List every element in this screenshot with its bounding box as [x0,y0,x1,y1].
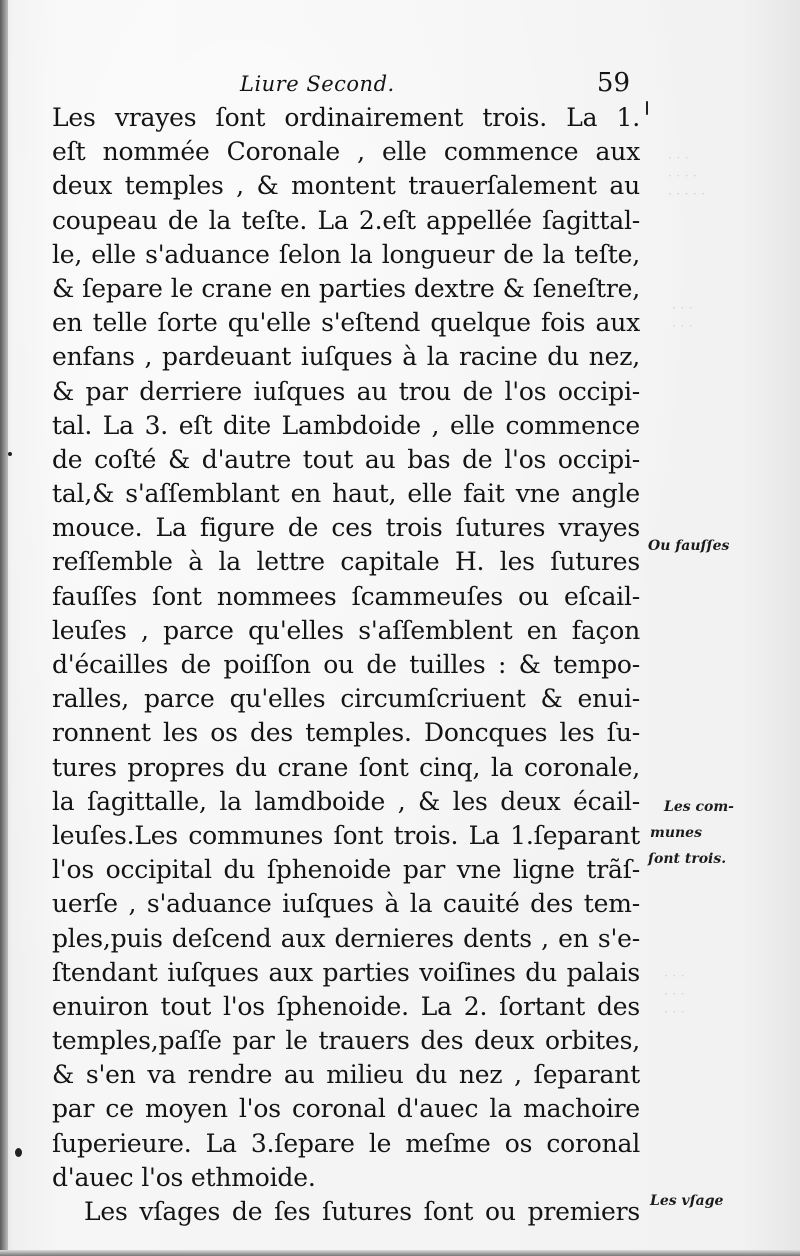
running-title: Liure Second. [240,72,395,96]
text-line: tures propres du crane ſont cinq, la coronale, [52,752,640,782]
text-line: la ſagittalle, la lamdboide , & les deux écail- [52,786,640,816]
text-line: & s'en va rendre au milieu du nez , ſeparant [52,1060,640,1090]
margin-note-fausses: Ou fauſſes [648,538,730,554]
page-number: 59 [596,68,630,98]
text-line: ronnent les os des temples. Doncques les ſu- [52,718,640,748]
text-line: enuiron tout l'os ſphenoide. La 2. ſortant des [52,991,640,1021]
text-line: ſtendant iuſques aux parties voiſines du palais [52,957,640,987]
page-header [240,68,630,102]
text-line: l'os occipital du ſphenoide par vne ligne trãſ- [52,855,640,885]
text-line: fauſſes ſont nommees ſcammeuſes ou eſcail- [52,581,640,611]
margin-note-communes-2: munes [650,825,702,841]
text-line: & par derriere iuſques au trou de l'os occipi- [52,376,640,406]
text-line: leuſes , parce qu'elles s'aſſemblent en façon [52,615,640,645]
margin-note-communes-1: Les com- [664,799,734,815]
text-line: d'auec l'os ethmoide. [52,1162,316,1192]
text-line: coupeau de la teſte. La 2.eſt appellée ſagittal- [52,205,640,235]
text-line: tal. La 3. eſt dite Lambdoide , elle commence [52,410,640,440]
text-line: mouce. La figure de ces trois ſutures vrayes [52,513,640,543]
page-bottom-edge [0,1250,800,1256]
text-line: ralles, parce qu'elles circumſcriuent & enui- [52,684,640,714]
text-line: ples,puis deſcend aux dernieres dents , en s'e- [52,923,640,953]
text-line: Les vrayes ſont ordinairement trois. La 1. [52,103,640,132]
text-line: le, elle s'aduance ſelon la longueur de la teſte, [52,239,640,269]
ink-speck [15,1148,22,1157]
text-line: Les vſages de ſes ſutures ſont ou premiers [84,1197,640,1226]
margin-note-communes-3: ſont trois. [648,851,727,867]
text-line: leuſes.Les communes ſont trois. La 1.ſeparant [52,820,640,850]
text-line: temples,paſſe par le trauers des deux orbites, [52,1026,640,1056]
text-line: deux temples , & montent trauerſalement au [52,171,640,201]
show-through-mark: · · · · · · · · · [664,969,685,1020]
text-line: ſuperieure. La 3.ſepare le meſme os coronal [52,1128,640,1158]
text-line: d'écailles de poiſſon ou de tuilles : & tempo- [52,650,640,679]
show-through-mark: · · · · · · · · · · · · [668,151,706,202]
text-line: tal,& s'aſſemblant en haut, elle fait vne angle [52,479,640,509]
ink-speck [646,101,648,115]
margin-note-vsage: Les vſage [650,1193,724,1209]
text-line: de coſté & d'autre tout au bas de l'os occipi- [52,444,640,474]
text-line: en telle ſorte qu'elle s'eſtend quelque fois aux [52,308,640,338]
text-line: enfans , pardeuant iuſques à la racine du nez, [52,342,640,372]
text-line: par ce moyen l'os coronal d'auec la machoire [52,1094,640,1124]
text-line: & ſepare le crane en parties dextre & ſeneſtre, [52,273,640,303]
text-line: eſt nommée Coronale , elle commence aux [52,137,640,167]
show-through-mark: · · · · · · [672,301,693,334]
text-line: reſſemble à la lettre capitale H. les ſutures [52,547,640,577]
text-line: uerſe , s'aduance iuſques à la cauité des tem- [52,889,640,919]
page-gutter-shadow [0,0,8,1256]
ink-speck [8,452,12,456]
body-text [52,101,640,1229]
